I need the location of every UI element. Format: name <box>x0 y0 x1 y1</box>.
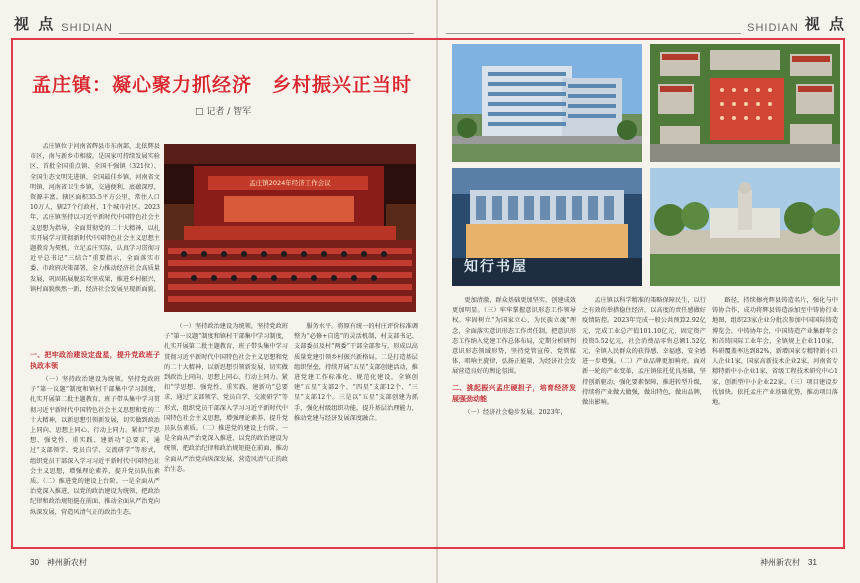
plaza-photo-svg <box>650 168 840 286</box>
header-left <box>14 6 414 34</box>
page-number-right: 神州新农村 31 <box>760 558 817 567</box>
bookstore-photo <box>452 168 642 286</box>
bookstore-sign: 知行书屋 <box>464 259 528 275</box>
header-left-en: SHIDIAN <box>61 22 113 34</box>
article-title: 孟庄镇：凝心聚力抓经济 乡村振兴正当时 <box>32 74 413 96</box>
header-right-cn: 视 点 <box>804 15 846 33</box>
meeting-banner-text: 孟庄镇2024年经济工作会议 <box>249 179 331 187</box>
column-4-paragraph: 更加清澈，群众基础更加坚实，创建成效更加明显。（三）牢牢掌握意识形态工作领导权。牢固树立“为国家立心、为民族立魂”理念，全面落实意识形态工作责任制，把意识形态工作纳入党建工作总体布局，定期分析研判意识形态领域形势，坚持党管宣传、党管媒体，唱响主旋律，弘扬正能量，为经济社会发展营造良好的舆论氛围。 <box>452 297 576 376</box>
building-photo <box>452 44 642 162</box>
column-2 <box>164 322 288 544</box>
column-6-paragraph: 路径，持续擦亮辉县铸造名片，强化与中铸协合作，成功将辉县铸造添加至中铸协行业地图，组织23家企业分批次参加中国国际铸造博览会，中铸协年会，中国铸造产业集群年会和首铸国际工业年会，全镇规上企业110家，科研覆盖率达到82%，新增国家专精特新小巨人企业1家，国家高新技术企业2家，河南省专精特新中小企业1家，省级工程技术研究中心1家，创新型中小企业22家。（三）项目建设步伐加快。依托孟庄产业基础优势，推动项目落地。 <box>712 297 838 407</box>
column-1-bottom <box>30 345 160 545</box>
meeting-photo-svg <box>164 144 416 312</box>
column-5 <box>582 296 706 546</box>
building-photo-svg <box>452 44 642 162</box>
meeting-photo <box>164 144 416 312</box>
section-1-title: 一、把牢政治建设定盘星，提升党政班子执政本领 <box>30 350 160 370</box>
header-rule <box>119 32 414 34</box>
column-6 <box>712 296 838 546</box>
header-right-en: SHIDIAN <box>747 22 799 34</box>
column-5-paragraph: 孟庄镇以科学精准的策略保障民生，以行之有效的举措稳住经济，以高度的责任感做好疫情防控。2023年完成一般公共预算2.92亿元，完成工业总产值101.10亿元，固定资产投资5.52亿元，社会消费品零售总额1.52亿元，全镇人民群众的获得感、幸福感、安全感进一步增强。（二）产业品牌更加响亮。面对新一轮的产业变革，孟庄镇依托优良基础，坚持创新驱动，强化要素保障，推进转型升级，持续将产业做大做强，做出特色，做出品牌，做出影响。 <box>582 297 706 407</box>
intro-paragraph: 孟庄镇位于河南省辉县市东南部，北依辉县市区，南与新乡市相接。是国家可持续发展实验区、首批全国重点镇、全国千强镇（321位）、全国生态文明先进镇、全国最佳乡镇、河南省文明镇、河南省卫生乡镇，交通便利，底蕴深厚，资源丰富。辖区面积35.5平方公里，常住人口10万人，辖27个行政村，1个城市社区。2023年，孟庄镇坚持以习近平新时代中国特色社会主义思想为指导，全面贯彻党的二十大精神，以扎实开展学习贯彻新时代中国特色社会主义思想主题教育为契机，立足孟庄实际，认真学习贯彻习近平总书记“三结合”重要指示，全面落实市委、市政府决策部署，全力推动经济社会高质量发展，巩固拓展脱贫攻坚成果，推进乡村振兴，镇村面貌焕然一新，经济社会发展呈现新面貌。 <box>30 143 160 293</box>
section-2-title: 二、挑起振兴孟庄硬担子，培育经济发展强劲动能 <box>452 382 576 403</box>
column-4 <box>452 296 576 546</box>
header-rule <box>446 32 741 34</box>
column-3-paragraph: 服务水平。将原有统一的村庄评价标准调整为“必修+自选”的灵活机制，村支部书记、支部委员及村“两委”干部全部参与，形成以高质量党建引领乡村振兴新格局。二是打造基层组织堡垒，持续开展“五星”支部创建活动，推进党建工作标准化、规范化建设，全镇创建“五星”支部2个、“四星”支部12个、“三星”支部12个。三是以“五星”支部创建为抓手，强化村级组织功能，提升基层治理能力，推动党建与经济发展深度融合。 <box>294 323 418 422</box>
plaza-photo <box>650 168 840 286</box>
column-3 <box>294 322 418 544</box>
byline: □ 记者 / 智军 <box>195 107 252 117</box>
column-2-paragraph: （一）坚持政治建设为统领。坚持党政班子“第一议题”制度和镇村干部集中学习制度，扎实开展第二批主题教育，班子带头集中学习贯彻习近平新时代中国特色社会主义思想和党的二十大精神，以新思想引领新发展，切实做到政治上同向、思想上同心、行动上同力。紧扣“学思想、强党性、重实践、建新功”总要求，通过“支部领学、党员自学、交流研学”等形式，组织党员干部深入学习习近平新时代中国特色社会主义思想，增强理论素养，提升党员队伍素质。（二）推进党的建设上台阶。一是全面从严治党深入推进，以党的政治建设为统领，把政治纪律和政治规矩挺在前面，推动全面从严治党向纵深发展，营造风清气正的政治生态。 <box>164 323 288 473</box>
aerial-town-photo-svg <box>650 44 840 162</box>
header-right <box>446 6 846 34</box>
header-left-cn: 视 点 <box>14 15 56 33</box>
column-4-tail: （一）经济社会稳步发展。2023年， <box>464 408 567 416</box>
section-1-paragraph: （一）坚持政治建设为统领。坚持党政班子“第一议题”制度和镇村干部集中学习制度，扎实开展第二批主题教育，班子带头集中学习贯彻习近平新时代中国特色社会主义思想和党的二十大精神，以新思想引领新发展，切实做到政治上同向、思想上同心、行动上同力。紧扣“学思想、强党性、重实践、建新功”总要求，通过“支部领学、党员自学、交流研学”等形式，组织党员干部深入学习习近平新时代中国特色社会主义思想，增强理论素养，提升党员队伍素质。（二）推进党的建设上台阶。一是全面从严治党深入推进，以党的政治建设为统领，把政治纪律和政治规矩挺在前面，推动全面从严治党向纵深发展，营造风清气正的政治生态。 <box>30 376 160 516</box>
page-number-left: 30 神州新农村 <box>30 558 87 567</box>
aerial-town-photo <box>650 44 840 162</box>
